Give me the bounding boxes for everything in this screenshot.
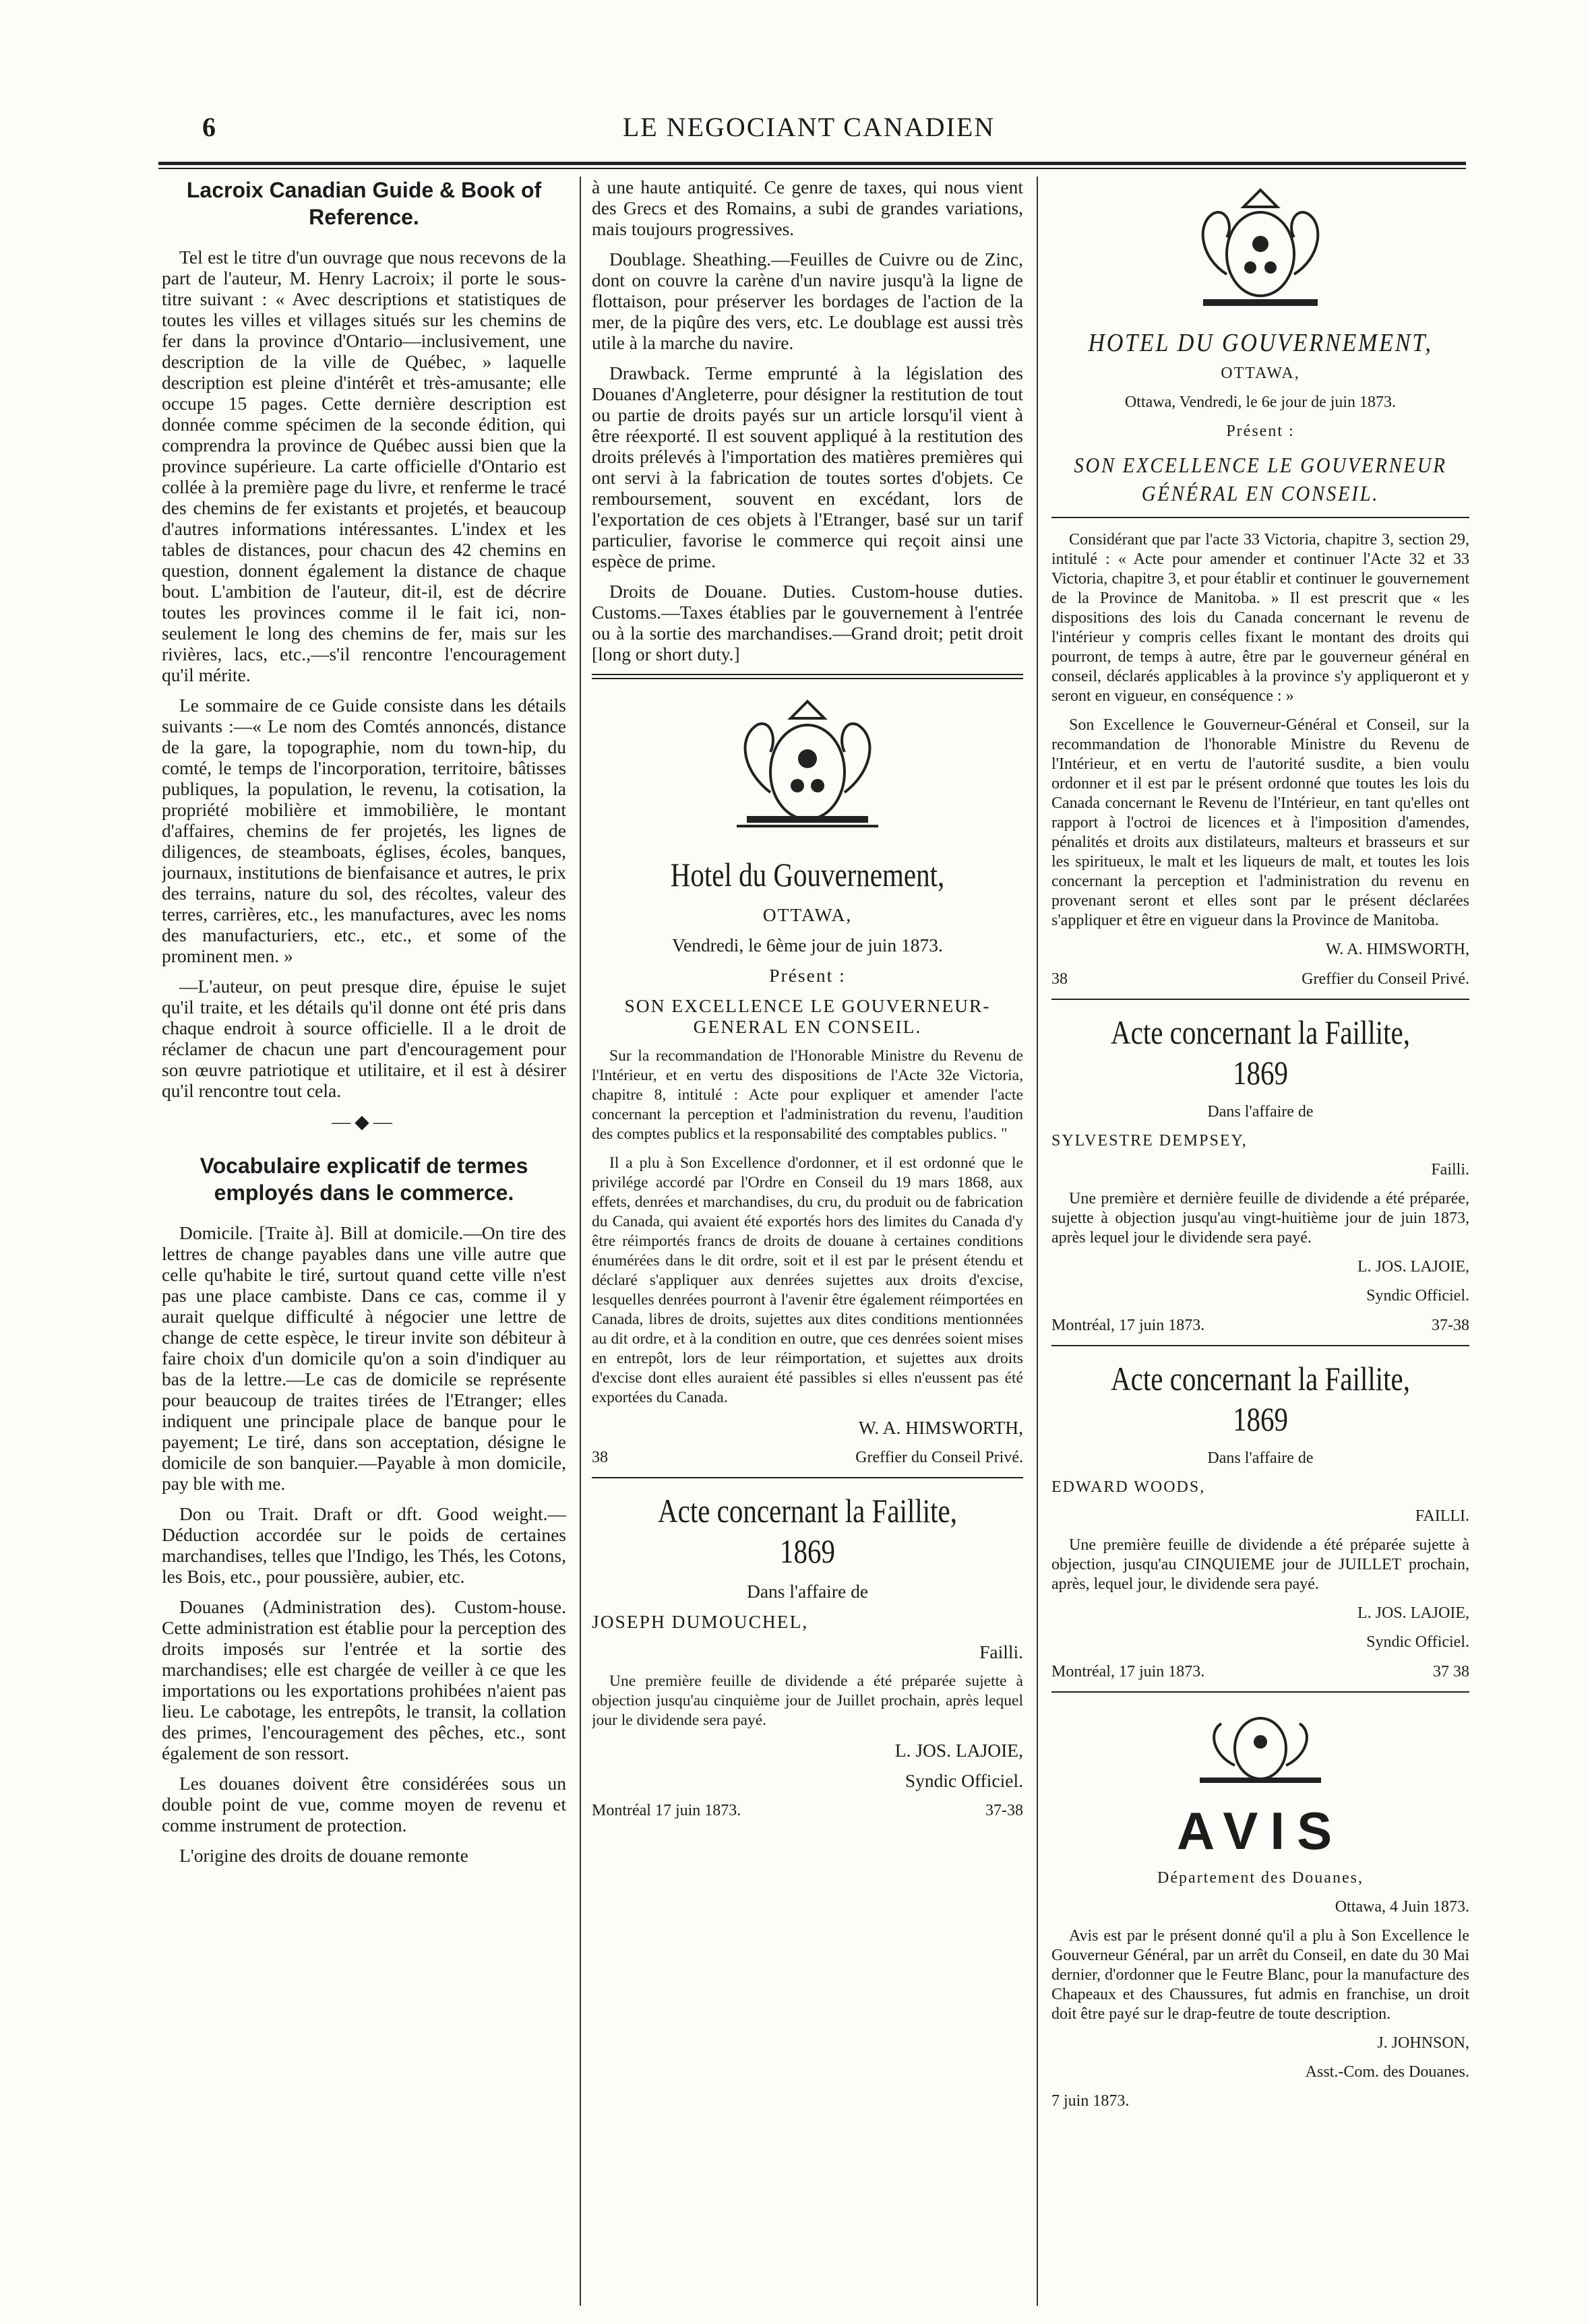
article-paragraph: à une haute antiquité. Ce genre de taxes, qui nous vient des Grecs et des Romains, a subi de grandes variations, mais toujours progressives. [592, 177, 1023, 239]
notice-signature: W. A. HIMSWORTH, [858, 1417, 1023, 1438]
notice-failli: Failli. [1431, 1161, 1469, 1179]
article-paragraph: L'origine des droits de douane remonte [179, 1845, 468, 1866]
notice-signature-row [1051, 969, 1469, 989]
notice-affaire: Dans l'affaire de [1207, 1449, 1314, 1467]
page-number: 6 [202, 112, 216, 142]
notice-signature-row [592, 1447, 1023, 1468]
royal-arms-icon [1159, 1705, 1362, 1786]
notice-date: Ottawa, Vendredi, le 6e jour de juin 1873. [1124, 394, 1397, 411]
notice-title: Acte concernant la Faillite, 1869 [658, 1492, 957, 1570]
notice-affaire: Dans l'affaire de [1207, 1103, 1314, 1121]
notice-department: Département des Douanes, [1157, 1869, 1364, 1887]
notice-signature: L. JOS. LAJOIE, [894, 1740, 1023, 1761]
notice-paragraph: Il a plu à Son Excellence d'ordonner, et il est ordonné que le privilége accordé par l'Ordre en Conseil du 19 mars 1868, aux effets, denrées et marchandises, du cru, du produit ou de fabrication du Canada, qui avaient été exportés hors des limites du Canada d'y être réimportés francs de droits de douane à certaines conditions énumérées dans le dit ordre, soit et il est par le présent étendu et déclaré s'appliquer aux denrées sujettes aux droits d'excise, lesquelles denrées pourront à l'avenir être également réimportées en Canada, libres de droits, sujettes aux dites conditions mentionnées au dit ordre, et à la condition en outre, que ces denrées soient mises en entrepôt, lors de leur réimportation, et sujettes aux droits d'excise dont elles auraient été passibles si elles n'eussent pas été exportées du Canada. [592, 1154, 1023, 1406]
notice-paragraph: Sur la recommandation de l'Honorable Ministre du Revenu de l'Intérieur, et en vertu des dispositions de l'Acte 32e Victoria, chapitre 8, intitulé : Acte pour expliquer et amender l'acte concernant la perception et l'administration du revenu, l'audition des comptes publics et la responsabilité des comptables publics. " [592, 1047, 1023, 1143]
article-paragraph: Drawback. Terme emprunté à la législation des Douanes d'Angleterre, pour désigner la restitution de tout ou partie de droits payés sur un article lorsqu'il vient à être réexporté. Il est souvent appliqué à la restitution des droits prélevés à l'importation des matières premières qui ont servi à la fabrication de toutes sortes d'objets. Ce remboursement, souvent en excédant, lors de l'exportation de ces objets à l'Etranger, basé sur un tarif particulier, favorise le commerce qui reçoit ainsi une espèce de prime. [592, 363, 1023, 571]
notice-number: 38 [592, 1449, 608, 1466]
masthead: LE NEGOCIANT CANADIEN [622, 112, 996, 142]
header-rule-thin [158, 168, 1466, 169]
section-rule [1051, 517, 1469, 518]
notice-paragraph: Avis est par le présent donné qu'il a plu à Son Excellence le Gouverneur Général, par un arrêt du Conseil, en date du 30 Mai dernier, d'ordonner que le Feutre Blanc, pour la manufacture des Chapeaux et des Chaussures, fut admis en franchise, un droit doit être payé sur le drap-feutre de toute description. [1051, 1927, 1469, 2023]
section-rule [1051, 1691, 1469, 1693]
column-divider [1037, 177, 1038, 2306]
notice-signature-row [1051, 1662, 1469, 1682]
article-paragraph: Domicile. [Traite à]. Bill at domicile.—On tire des lettres de change payables dans une ville autre que celle qu'habite le tiré, surtout quand cette ville n'est pas une place cambiste. Dans ce cas, comme il y aurait quelque difficulté à négocier une lettre de change de cette espèce, le tireur invite son débiteur à faire choix d'un domicile qu'on a soin d'indiquer au bas de la lettre.—Le cas de domicile se représente pour beaucoup de traites tirées de l'Etranger; elles indiquent une principale place de banque pour le payement; Le tiré, dans son acceptation, désigne le domicile de son banquier.—Payable à mon domicile, pay ble with me. [162, 1222, 566, 1494]
header-rule-thick [158, 162, 1466, 165]
notice-title: Acte concernant la Faillite, 1869 [1111, 1360, 1410, 1438]
section-rule [592, 1477, 1023, 1478]
section-rule [592, 674, 1023, 679]
article-title: Lacroix Canadian Guide & Book of Reference. [186, 178, 542, 229]
notice-failli: FAILLI. [1415, 1507, 1469, 1525]
notice-signature-title: Syndic Officiel. [905, 1770, 1023, 1791]
notice-name: EDWARD WOODS, [1051, 1478, 1206, 1496]
article-paragraph: Douanes (Administration des). Custom-house. Cette administration est établie pour la perception des droits imposés sur l'entrée et la sortie des marchandises; elle est chargée de veiller à ce que les importations ou les exportations prohibées n'aient pas lieu. Le cabotage, les entrepôts, le transit, la collation des primes, l'encouragement des pêches, etc., sont également de son ressort. [162, 1596, 566, 1763]
avis-title: AVIS [1176, 1801, 1345, 1860]
section-dingbat: —◆— [332, 1112, 396, 1133]
notice-paragraph: Considérant que par l'acte 33 Victoria, chapitre 3, section 29, intitulé : « Acte pour amender et continuer l'Acte 32 et 33 Victoria, chapitre 3, et pour établir et continuer le gouvernement de la Province de Manitoba. » Il est prescrit que « les dispositions des lois du Canada concernant le revenu de l'intérieur y compris celles fixant le montant des droits qui pourront, de temps à autre, être par le gouverneur général en conseil, déclarés applicables à la province s'y appliqueront et y seront en vigueur, en conséquence : » [1051, 531, 1469, 705]
notice-title: Hotel du Gouvernement, [670, 856, 945, 893]
notice-signature-row [592, 1800, 1023, 1821]
notice-paragraph: Une première feuille de dividende a été préparée sujette à objection, jusqu'au CINQUIEME jour de JUILLET prochain, après, lequel jour, le dividende sera payé. [1051, 1536, 1469, 1593]
notice-number: 37 38 [1433, 1663, 1469, 1681]
notice-place-date: Montréal, 17 juin 1873. [1051, 1663, 1205, 1681]
notice-signature-title: Greffier du Conseil Privé. [855, 1449, 1023, 1466]
article-paragraph: —L'auteur, on peut presque dire, épuise le sujet qu'il traite, et les détails qu'il donne ont été pris dans chaque endroit à source officielle. Il a le droit de réclamer de chacun une part d'encouragement pour son œuvre patriotique et utilitaire, et il est à désirer qu'il rencontre tout cela. [162, 976, 566, 1101]
notice-place-date: Montréal, 17 juin 1873. [1051, 1317, 1205, 1334]
column-2 [592, 177, 1023, 2306]
notice-title: Acte concernant la Faillite, 1869 [1111, 1013, 1410, 1092]
notice-city: OTTAWA, [762, 904, 853, 925]
notice-paragraph: Une première et dernière feuille de dividende a été préparée, sujette à objection jusqu'au vingt-huitième jour de juin 1873, après lequel jour le dividende sera payé. [1051, 1190, 1469, 1247]
notice-affaire: Dans l'affaire de [746, 1581, 869, 1602]
article-paragraph: Droits de Douane. Duties. Custom-house duties. Customs.—Taxes établies par le gouvernement à l'entrée ou à la sortie des marchandises.—Grand droit; petit droit [long or short duty.] [592, 581, 1023, 664]
column-1 [162, 177, 566, 2306]
notice-signature: L. JOS. LAJOIE, [1357, 1604, 1469, 1622]
page-header [202, 111, 1415, 152]
royal-arms-icon [696, 691, 919, 840]
article-paragraph: Les douanes doivent être considérées sous un double point de vue, comme moyen de revenu et comme instrument de protection. [162, 1773, 566, 1835]
royal-arms-icon [1149, 183, 1372, 311]
notice-city: OTTAWA, [1221, 365, 1300, 382]
notice-excellence: SON EXCELLENCE LE GOUVERNEUR-GENERAL EN CONSEIL. [624, 995, 991, 1037]
notice-signature: W. A. HIMSWORTH, [1325, 941, 1469, 958]
notice-date: Vendredi, le 6ème jour de juin 1873. [672, 935, 943, 955]
notice-signature-title: Greffier du Conseil Privé. [1302, 970, 1469, 988]
notice-signature: J. JOHNSON, [1377, 2034, 1469, 2052]
article-paragraph: Don ou Trait. Draft or dft. Good weight.—Déduction accordée sur le poids de certaines marchandises, telles que l'Indigo, les Thés, les Cotons, les Bois, etc., pour poussière, aubier, etc. [162, 1503, 566, 1587]
section-rule [1051, 999, 1469, 1000]
notice-name: SYLVESTRE DEMPSEY, [1051, 1132, 1248, 1150]
article-paragraph: Le sommaire de ce Guide consiste dans les détails suivants :—« Le nom des Comtés annoncés, distance de la gare, la topographie, nom du town-hip, du comté, le temps de l'incorporation, territoire, bâtisses publiques, la population, le revenu, la cotisation, la propriété mobilière et immobilière, le montant d'affaires, chemins de fer projetés, les lignes de diligences, de steamboats, églises, écoles, banques, journaux, institutions de bienfaisance et autres, le prix des terrains, nature du sol, des récoltes, valeur des terres, carrières, etc., les manufactures, avec les noms des manufacturiers, etc., etc., et some of the prominent men. » [162, 695, 566, 966]
article-paragraph: Tel est le titre d'un ouvrage que nous recevons de la part de l'auteur, M. Henry Lacroix; il porte le sous-titre suivant : « Avec descriptions et statistiques de toutes les villes et villages situés sur les chemins de fer dans la province d'Ontario—inclusivement, une description de la ville de Québec, » laquelle description est pleine d'intérêt et très-amusante; elle occupe 15 pages. Cette dernière description est donnée comme spécimen de la seconde édition, qui comprendra la province de Québec aussi bien que la province supérieure. La carte officielle d'Ontario est collée à la première page du livre, et renferme le tracé des chemins de fer existants et projetés, et beaucoup d'autres informations intéressantes. L'index et les tables de distances, pour chacun des 42 chemins en question, donnent également la distance de chaque bout. L'ambition de l'auteur, dit-il, est de décrire toutes les provinces comme il le fait ici, non-seulement le long des chemins de fer, mais sur les rivières, lacs, etc.,—s'il rencontre l'encouragement qu'il mérite. [162, 247, 566, 685]
notice-signature-title: Syndic Officiel. [1366, 1633, 1469, 1651]
notice-number: 38 [1051, 970, 1068, 988]
notice-excellence: SON EXCELLENCE LE GOUVERNEUR GÉNÉRAL EN CONSEIL. [1074, 453, 1447, 505]
notice-paragraph: Une première feuille de dividende a été préparée sujette à objection jusqu'au cinquième jour de Juillet prochain, après lequel jour le dividende sera payé. [592, 1672, 1023, 1729]
article-paragraph: Doublage. Sheathing.—Feuilles de Cuivre ou de Zinc, dont on couvre la carène d'un navire jusqu'à la ligne de flottaison, pour préserver les bordages de l'action de la mer, de la piqûre des vers, etc. Le doublage est aussi très utile à la marche du navire. [592, 249, 1023, 353]
notice-place-date: Montréal 17 juin 1873. [592, 1802, 741, 1819]
article-title: Vocabulaire explicatif de termes employés dans le commerce. [200, 1154, 528, 1205]
notice-signature-row [1051, 1315, 1469, 1336]
notice-signature: L. JOS. LAJOIE, [1357, 1258, 1469, 1276]
notice-present: Présent : [769, 965, 846, 986]
notice-place-date: 7 juin 1873. [1051, 2092, 1130, 2110]
notice-title: HOTEL DU GOUVERNEMENT, [1088, 329, 1433, 357]
notice-paragraph: Son Excellence le Gouverneur-Général et Conseil, sur la recommandation de l'honorable Ministre du Revenu de l'Intérieur, et en vertu de l'autorité susdite, a bien voulu ordonner et il est par le présent ordonné que toutes les lois du Canada concernant le Revenu de l'Intérieur, en tant qu'elles ont rapport à l'octroi de licences et à l'imposition d'amendes, pénalités et droits aux distilateurs, malteurs et brasseurs et sur les spiritueux, le malt et les liqueurs de malt, et toutes les lois concernant la perception et l'administration du revenu en provenant seront et elles sont par le présent déclarées s'appliquer et être en vigueur dans la Province de Manitoba. [1051, 716, 1469, 929]
column-divider [580, 177, 581, 2306]
column-3 [1051, 177, 1469, 2306]
notice-date: Ottawa, 4 Juin 1873. [1335, 1898, 1469, 1916]
section-rule [1051, 1345, 1469, 1346]
notice-signature-title: Asst.-Com. des Douanes. [1305, 2063, 1469, 2081]
notice-number: 37-38 [985, 1802, 1023, 1819]
notice-present: Présent : [1226, 422, 1295, 440]
notice-number: 37-38 [1432, 1317, 1469, 1334]
notice-signature-title: Syndic Officiel. [1366, 1287, 1469, 1305]
notice-name: JOSEPH DUMOUCHEL, [592, 1611, 809, 1632]
notice-failli: Failli. [979, 1641, 1023, 1662]
